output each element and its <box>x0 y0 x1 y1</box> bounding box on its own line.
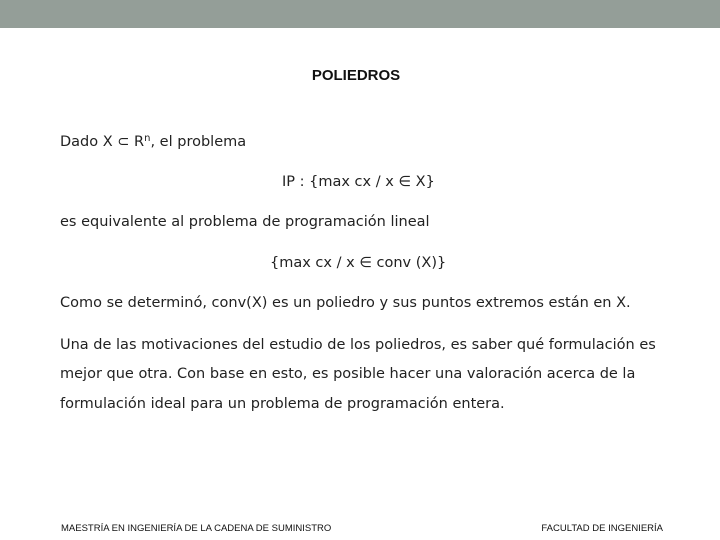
footer-left: MAESTRÍA EN INGENIERÍA DE LA CADENA DE SUMINISTRO <box>61 523 332 534</box>
conv-formula: {max cx / x ∈ conv (X)} <box>270 255 447 271</box>
ip-formula: IP : {max cx / x ∈ X} <box>282 174 435 190</box>
slide-title: POLIEDROS <box>311 67 401 84</box>
motivation-line-2: mejor que otra. Con base en esto, es posible hacer una valoración acerca de la <box>60 366 636 382</box>
polyhedron-statement: Como se determinó, conv(X) es un poliedro y sus puntos extremos están en X. <box>60 295 631 311</box>
motivation-line-3: formulación ideal para un problema de programación entera. <box>60 396 505 412</box>
motivation-line-1: Una de las motivaciones del estudio de los poliedros, es saber qué formulación es <box>60 337 656 353</box>
intro-line <box>60 133 246 150</box>
top-banner <box>0 0 720 28</box>
intro-text-end: , el problema <box>150 134 247 150</box>
equivalence-text: es equivalente al problema de programación lineal <box>60 214 430 230</box>
intro-text-start: Dado X ⊂ R <box>60 134 145 150</box>
intro-superscript: n <box>144 133 151 144</box>
footer-right: FACULTAD DE INGENIERÍA <box>541 523 663 534</box>
